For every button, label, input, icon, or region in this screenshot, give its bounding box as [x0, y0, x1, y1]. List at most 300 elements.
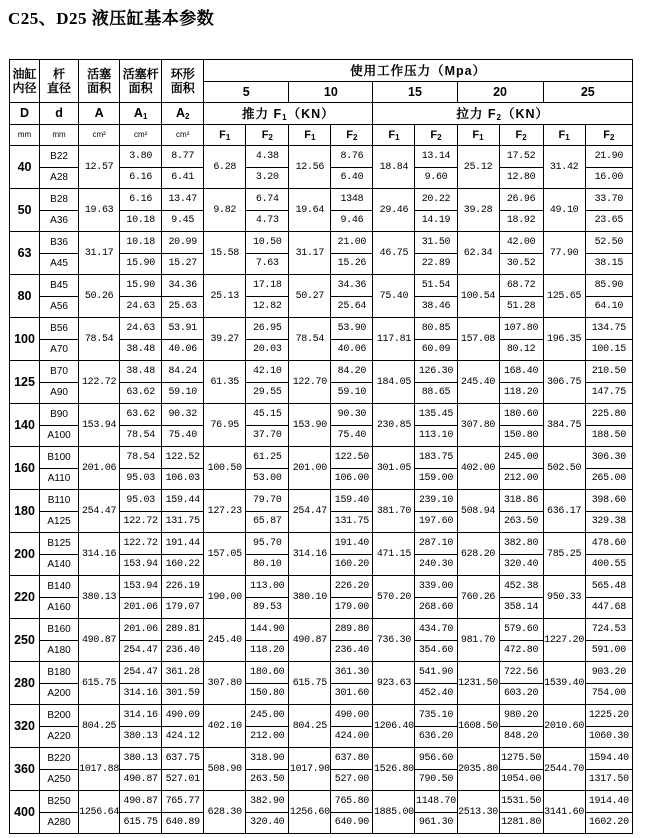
pull-force-cell: 1225.20	[585, 705, 632, 727]
push-force-cell: 19.64	[289, 189, 331, 232]
push-force-cell: 1885.00	[373, 791, 415, 834]
pull-force-cell: 89.53	[246, 597, 289, 619]
unit-cm2-rod: cm²	[120, 124, 162, 146]
piston-area-cell: 31.17	[79, 232, 120, 275]
pull-force-cell: 447.68	[585, 597, 632, 619]
push-force-cell: 29.46	[373, 189, 415, 232]
bore-diameter-cell: 50	[10, 189, 40, 232]
push-force-cell: 402.10	[204, 705, 246, 748]
pull-force-cell: 1054.00	[499, 769, 543, 791]
rod-diameter-cell: B125	[40, 533, 79, 555]
symbol-d: d	[40, 103, 79, 125]
pull-force-cell: 134.75	[585, 318, 632, 340]
pull-force-cell: 29.55	[246, 382, 289, 404]
pull-force-cell: 180.60	[499, 404, 543, 426]
bore-diameter-cell: 320	[10, 705, 40, 748]
push-force-cell: 153.90	[289, 404, 331, 447]
piston-area-cell: 201.06	[79, 447, 120, 490]
pull-force-cell: 301.60	[331, 683, 373, 705]
rod-diameter-cell: B56	[40, 318, 79, 340]
rod-area-cell: 78.54	[120, 447, 162, 469]
annular-area-cell: 40.06	[162, 339, 204, 361]
pull-force-cell: 636.20	[415, 726, 457, 748]
push-force-cell: 100.50	[204, 447, 246, 490]
table-row	[10, 404, 633, 426]
pull-force-cell: 51.28	[499, 296, 543, 318]
piston-area-cell: 1256.64	[79, 791, 120, 834]
push-force-cell: 18.84	[373, 146, 415, 189]
pull-force-cell: 80.10	[246, 554, 289, 576]
pull-force-cell: 20.22	[415, 189, 457, 211]
rod-area-cell: 380.13	[120, 726, 162, 748]
push-force-cell: 1227.20	[543, 619, 585, 662]
push-force-cell: 402.00	[457, 447, 499, 490]
piston-area-cell: 804.25	[79, 705, 120, 748]
rod-diameter-cell: A45	[40, 253, 79, 275]
bore-diameter-cell: 200	[10, 533, 40, 576]
force-2-label-p4: $F_2$	[585, 124, 632, 146]
rod-diameter-cell: A90	[40, 382, 79, 404]
pull-force-cell: 42.10	[246, 361, 289, 383]
bore-diameter-cell: 400	[10, 791, 40, 834]
rod-area-header: 活塞杆 面积	[120, 60, 162, 103]
pull-force-cell: 183.75	[415, 447, 457, 469]
rod-diameter-cell: A110	[40, 468, 79, 490]
pull-force-cell: 53.00	[246, 468, 289, 490]
rod-diameter-cell: A28	[40, 167, 79, 189]
rod-area-cell: 254.47	[120, 640, 162, 662]
annular-area-cell: 59.10	[162, 382, 204, 404]
rod-area-cell: 153.94	[120, 554, 162, 576]
rod-diameter-cell: A200	[40, 683, 79, 705]
table-row	[10, 275, 633, 297]
pull-force-cell: 12.82	[246, 296, 289, 318]
pull-force-cell: 147.75	[585, 382, 632, 404]
bore-diameter-cell: 280	[10, 662, 40, 705]
push-force-cell: 1539.40	[543, 662, 585, 705]
pull-force-cell: 75.40	[331, 425, 373, 447]
pull-force-cell: 59.10	[331, 382, 373, 404]
rod-diameter-cell: A36	[40, 210, 79, 232]
pull-force-cell: 17.18	[246, 275, 289, 297]
pull-force-cell: 100.15	[585, 339, 632, 361]
push-force-cell: 31.17	[289, 232, 331, 275]
push-force-cell: 615.75	[289, 662, 331, 705]
annular-area-cell: 25.63	[162, 296, 204, 318]
pull-force-cell: 150.80	[246, 683, 289, 705]
rod-diameter-cell: B100	[40, 447, 79, 469]
push-force-cell: 117.81	[373, 318, 415, 361]
push-force-cell: 190.00	[204, 576, 246, 619]
piston-area-cell: 254.47	[79, 490, 120, 533]
rod-area-cell: 314.16	[120, 683, 162, 705]
rod-area-cell: 314.16	[120, 705, 162, 727]
symbol-A2: $A_2$	[162, 103, 204, 125]
rod-area-cell: 6.16	[120, 189, 162, 211]
table-row	[10, 490, 633, 512]
pressure-5: 5	[204, 81, 289, 103]
pull-force-cell: 1531.50	[499, 791, 543, 813]
rod-diameter-cell: B140	[40, 576, 79, 598]
rod-diameter-cell: B22	[40, 146, 79, 168]
pull-force-cell: 724.53	[585, 619, 632, 641]
push-force-cell: 76.95	[204, 404, 246, 447]
pull-force-cell: 6.40	[331, 167, 373, 189]
pull-force-cell: 490.00	[331, 705, 373, 727]
annular-area-cell: 90.32	[162, 404, 204, 426]
annular-area-cell: 106.03	[162, 468, 204, 490]
pull-force-cell: 236.40	[331, 640, 373, 662]
rod-diameter-cell: B110	[40, 490, 79, 512]
pull-force-cell: 21.00	[331, 232, 373, 254]
push-force-cell: 306.75	[543, 361, 585, 404]
table-row	[10, 146, 633, 168]
pull-force-cell: 591.00	[585, 640, 632, 662]
annular-area-cell: 13.47	[162, 189, 204, 211]
pull-force-cell: 754.00	[585, 683, 632, 705]
pull-force-cell: 122.50	[331, 447, 373, 469]
rod-area-cell: 63.62	[120, 382, 162, 404]
pull-force-cell: 131.75	[331, 511, 373, 533]
table-row	[10, 189, 633, 211]
push-force-cell: 636.17	[543, 490, 585, 533]
bore-diameter-cell: 125	[10, 361, 40, 404]
piston-area-cell: 615.75	[79, 662, 120, 705]
pull-force-cell: 637.80	[331, 748, 373, 770]
annular-area-cell: 159.44	[162, 490, 204, 512]
pull-force-cell: 144.90	[246, 619, 289, 641]
rod-diameter-cell: A140	[40, 554, 79, 576]
annular-area-cell: 637.75	[162, 748, 204, 770]
pull-force-cell: 22.89	[415, 253, 457, 275]
push-force-cell: 31.42	[543, 146, 585, 189]
push-force-cell: 380.10	[289, 576, 331, 619]
bore-diameter-cell: 250	[10, 619, 40, 662]
pull-force-cell: 95.70	[246, 533, 289, 555]
bore-diameter-cell: 360	[10, 748, 40, 791]
pull-force-cell: 118.20	[246, 640, 289, 662]
pull-force-cell: 398.60	[585, 490, 632, 512]
force-1-label-p4: $F_1$	[543, 124, 585, 146]
pull-force-cell: 226.20	[331, 576, 373, 598]
pull-force-cell: 18.92	[499, 210, 543, 232]
pull-force-cell: 1148.70	[415, 791, 457, 813]
pull-force-cell: 452.40	[415, 683, 457, 705]
table-row	[10, 533, 633, 555]
pull-force-cell: 40.06	[331, 339, 373, 361]
pull-force-cell: 306.30	[585, 447, 632, 469]
force-2-label-p3: $F_2$	[499, 124, 543, 146]
pull-force-cell: 1348	[331, 189, 373, 211]
bore-diameter-cell: 100	[10, 318, 40, 361]
pull-force-cell: 16.00	[585, 167, 632, 189]
pull-force-cell: 210.50	[585, 361, 632, 383]
push-force-cell: 1017.90	[289, 748, 331, 791]
push-force-cell: 981.70	[457, 619, 499, 662]
pull-force-cell: 382.90	[246, 791, 289, 813]
push-force-cell: 628.30	[204, 791, 246, 834]
pull-force-cell: 17.52	[499, 146, 543, 168]
pull-force-cell: 735.10	[415, 705, 457, 727]
push-force-cell: 15.58	[204, 232, 246, 275]
pull-force-cell: 263.50	[499, 511, 543, 533]
pull-force-cell: 472.80	[499, 640, 543, 662]
pull-force-cell: 1060.30	[585, 726, 632, 748]
push-force-cell: 122.70	[289, 361, 331, 404]
push-force-cell: 75.40	[373, 275, 415, 318]
pull-force-cell: 3.20	[246, 167, 289, 189]
pull-force-cell: 9.60	[415, 167, 457, 189]
pull-force-cell: 640.90	[331, 812, 373, 834]
rod-diameter-header: 杆 直径	[40, 60, 79, 103]
pull-force-cell: 180.60	[246, 662, 289, 684]
rod-diameter-cell: A180	[40, 640, 79, 662]
rod-diameter-cell: A125	[40, 511, 79, 533]
working-pressure-header: 使用工作压力（Mpa）	[204, 60, 633, 82]
push-force-cell: 6.28	[204, 146, 246, 189]
push-force-cell: 301.05	[373, 447, 415, 490]
pull-force-cell: 38.46	[415, 296, 457, 318]
pull-force-cell: 263.50	[246, 769, 289, 791]
rod-diameter-cell: B70	[40, 361, 79, 383]
rod-area-cell: 122.72	[120, 511, 162, 533]
table-row	[10, 662, 633, 684]
pull-force-cell: 358.14	[499, 597, 543, 619]
pull-force-cell: 7.63	[246, 253, 289, 275]
annular-area-cell: 15.27	[162, 253, 204, 275]
pull-force-cell: 33.70	[585, 189, 632, 211]
annular-area-header: 环形 面积	[162, 60, 204, 103]
push-force-cell: 39.27	[204, 318, 246, 361]
pull-force-cell: 25.64	[331, 296, 373, 318]
push-force-cell: 12.56	[289, 146, 331, 189]
rod-area-cell: 153.94	[120, 576, 162, 598]
pull-force-cell: 478.60	[585, 533, 632, 555]
annular-area-cell: 6.41	[162, 167, 204, 189]
table-row	[10, 232, 633, 254]
pull-force-cell: 382.80	[499, 533, 543, 555]
pull-force-cell: 60.09	[415, 339, 457, 361]
pull-force-cell: 85.90	[585, 275, 632, 297]
push-force-cell: 471.15	[373, 533, 415, 576]
pull-force-cell: 265.00	[585, 468, 632, 490]
push-force-cell: 1608.50	[457, 705, 499, 748]
pull-force-cell: 848.20	[499, 726, 543, 748]
rod-area-cell: 15.90	[120, 275, 162, 297]
pull-force-cell: 38.15	[585, 253, 632, 275]
rod-area-cell: 38.48	[120, 339, 162, 361]
pull-force-cell: 961.30	[415, 812, 457, 834]
push-force-cell: 2544.70	[543, 748, 585, 791]
push-force-cell: 2010.60	[543, 705, 585, 748]
push-force-cell: 508.94	[457, 490, 499, 533]
pressure-25: 25	[543, 81, 632, 103]
annular-area-cell: 424.12	[162, 726, 204, 748]
force-2-label-p2: $F_2$	[415, 124, 457, 146]
annular-area-cell: 75.40	[162, 425, 204, 447]
pull-force-cell: 354.60	[415, 640, 457, 662]
annular-area-cell: 9.45	[162, 210, 204, 232]
pull-force-cell: 452.38	[499, 576, 543, 598]
pull-force-cell: 14.19	[415, 210, 457, 232]
push-force-cell: 570.20	[373, 576, 415, 619]
pull-force-cell: 1594.40	[585, 748, 632, 770]
annular-area-cell: 226.19	[162, 576, 204, 598]
push-force-cell: 490.87	[289, 619, 331, 662]
pull-force-cell: 179.00	[331, 597, 373, 619]
annular-area-cell: 160.22	[162, 554, 204, 576]
pull-force-cell: 527.00	[331, 769, 373, 791]
pull-force-cell: 339.00	[415, 576, 457, 598]
push-force-cell: 307.80	[204, 662, 246, 705]
bore-diameter-cell: 160	[10, 447, 40, 490]
pull-force-cell: 318.86	[499, 490, 543, 512]
rod-diameter-cell: B28	[40, 189, 79, 211]
pull-force-cell: 52.50	[585, 232, 632, 254]
rod-area-cell: 95.03	[120, 468, 162, 490]
rod-area-cell: 10.18	[120, 232, 162, 254]
unit-mm-rod: mm	[40, 124, 79, 146]
pull-force-cell: 565.48	[585, 576, 632, 598]
push-force-cell: 2513.30	[457, 791, 499, 834]
push-force-cell: 736.30	[373, 619, 415, 662]
pull-force-cell: 188.50	[585, 425, 632, 447]
pull-force-cell: 21.90	[585, 146, 632, 168]
pull-force-cell: 13.14	[415, 146, 457, 168]
pull-force-cell: 434.70	[415, 619, 457, 641]
pull-force-cell: 287.10	[415, 533, 457, 555]
pull-force-cell: 9.46	[331, 210, 373, 232]
push-force-cell: 1231.50	[457, 662, 499, 705]
pull-force-cell: 1275.50	[499, 748, 543, 770]
bore-diameter-cell: 180	[10, 490, 40, 533]
table-row	[10, 748, 633, 770]
unit-cm2-piston: cm²	[79, 124, 120, 146]
rod-diameter-cell: B36	[40, 232, 79, 254]
push-force-cell: 950.33	[543, 576, 585, 619]
annular-area-cell: 765.77	[162, 791, 204, 813]
push-force-cell: 49.10	[543, 189, 585, 232]
force-2-label-p1: $F_2$	[331, 124, 373, 146]
bore-diameter-cell: 40	[10, 146, 40, 189]
annular-area-cell: 122.52	[162, 447, 204, 469]
push-force-cell: 125.65	[543, 275, 585, 318]
push-force-cell: 157.05	[204, 533, 246, 576]
rod-area-cell: 122.72	[120, 533, 162, 555]
push-force-cell: 245.40	[204, 619, 246, 662]
rod-diameter-cell: A70	[40, 339, 79, 361]
pull-force-cell: 26.96	[499, 189, 543, 211]
pressure-10: 10	[289, 81, 373, 103]
pull-force-cell: 20.03	[246, 339, 289, 361]
pull-force-cell: 722.56	[499, 662, 543, 684]
pull-force-cell: 34.36	[331, 275, 373, 297]
push-force-cell: 77.90	[543, 232, 585, 275]
page-title: C25、D25 液压缸基本参数	[8, 9, 215, 28]
push-force-cell: 1206.40	[373, 705, 415, 748]
rod-diameter-cell: B200	[40, 705, 79, 727]
rod-area-cell: 24.63	[120, 318, 162, 340]
bore-diameter-cell: 80	[10, 275, 40, 318]
pull-force-cell: 289.80	[331, 619, 373, 641]
push-force-cell: 46.75	[373, 232, 415, 275]
rod-diameter-cell: A100	[40, 425, 79, 447]
push-force-cell: 760.26	[457, 576, 499, 619]
piston-area-cell: 490.87	[79, 619, 120, 662]
annular-area-cell: 8.77	[162, 146, 204, 168]
pull-force-cell: 30.52	[499, 253, 543, 275]
rod-area-cell: 201.06	[120, 597, 162, 619]
pull-force-cell: 4.38	[246, 146, 289, 168]
pull-force-cell: 320.40	[246, 812, 289, 834]
push-force-cell: 9.82	[204, 189, 246, 232]
table-row	[10, 619, 633, 641]
rod-area-cell: 254.47	[120, 662, 162, 684]
force-1-label-p1: $F_1$	[289, 124, 331, 146]
rod-area-cell: 3.80	[120, 146, 162, 168]
piston-area-cell: 380.13	[79, 576, 120, 619]
pull-force-cell: 240.30	[415, 554, 457, 576]
push-force-cell: 2035.80	[457, 748, 499, 791]
rod-diameter-cell: A220	[40, 726, 79, 748]
push-force-cell: 3141.60	[543, 791, 585, 834]
pull-force-cell: 603.20	[499, 683, 543, 705]
pull-force-cell: 118.20	[499, 382, 543, 404]
annular-area-cell: 179.07	[162, 597, 204, 619]
pull-force-cell: 424.00	[331, 726, 373, 748]
annular-area-cell: 527.01	[162, 769, 204, 791]
pull-force-cell: 197.60	[415, 511, 457, 533]
pressure-20: 20	[457, 81, 543, 103]
rod-area-cell: 490.87	[120, 769, 162, 791]
pull-force-cell: 12.80	[499, 167, 543, 189]
rod-area-cell: 380.13	[120, 748, 162, 770]
pull-force-cell: 6.74	[246, 189, 289, 211]
rod-area-cell: 615.75	[120, 812, 162, 834]
pull-force-cell: 541.90	[415, 662, 457, 684]
pull-force-cell: 88.65	[415, 382, 457, 404]
pull-force-cell: 245.00	[246, 705, 289, 727]
pull-force-cell: 45.15	[246, 404, 289, 426]
rod-area-cell: 10.18	[120, 210, 162, 232]
piston-area-cell: 12.57	[79, 146, 120, 189]
force-1-label-p3: $F_1$	[457, 124, 499, 146]
push-force-cell: 62.34	[457, 232, 499, 275]
pull-force-cell: 980.20	[499, 705, 543, 727]
pull-force-cell: 168.40	[499, 361, 543, 383]
rod-diameter-cell: B250	[40, 791, 79, 813]
annular-area-cell: 131.75	[162, 511, 204, 533]
pull-force-cell: 1602.20	[585, 812, 632, 834]
pull-force-cell: 113.10	[415, 425, 457, 447]
pull-force-cell: 956.60	[415, 748, 457, 770]
pull-force-cell: 212.00	[499, 468, 543, 490]
push-force-cell: 50.27	[289, 275, 331, 318]
unit-mm-bore: mm	[10, 124, 40, 146]
pull-force-cell: 8.76	[331, 146, 373, 168]
pull-force-cell: 1281.80	[499, 812, 543, 834]
push-force-cell: 804.25	[289, 705, 331, 748]
pull-force-cell: 212.00	[246, 726, 289, 748]
force-2-label-p0: $F_2$	[246, 124, 289, 146]
pull-force-cell: 61.25	[246, 447, 289, 469]
annular-area-cell: 53.91	[162, 318, 204, 340]
pull-force-cell: 159.00	[415, 468, 457, 490]
rod-diameter-cell: B160	[40, 619, 79, 641]
pull-force-cell: 1914.40	[585, 791, 632, 813]
pull-force-cell: 80.12	[499, 339, 543, 361]
table-row	[10, 447, 633, 469]
